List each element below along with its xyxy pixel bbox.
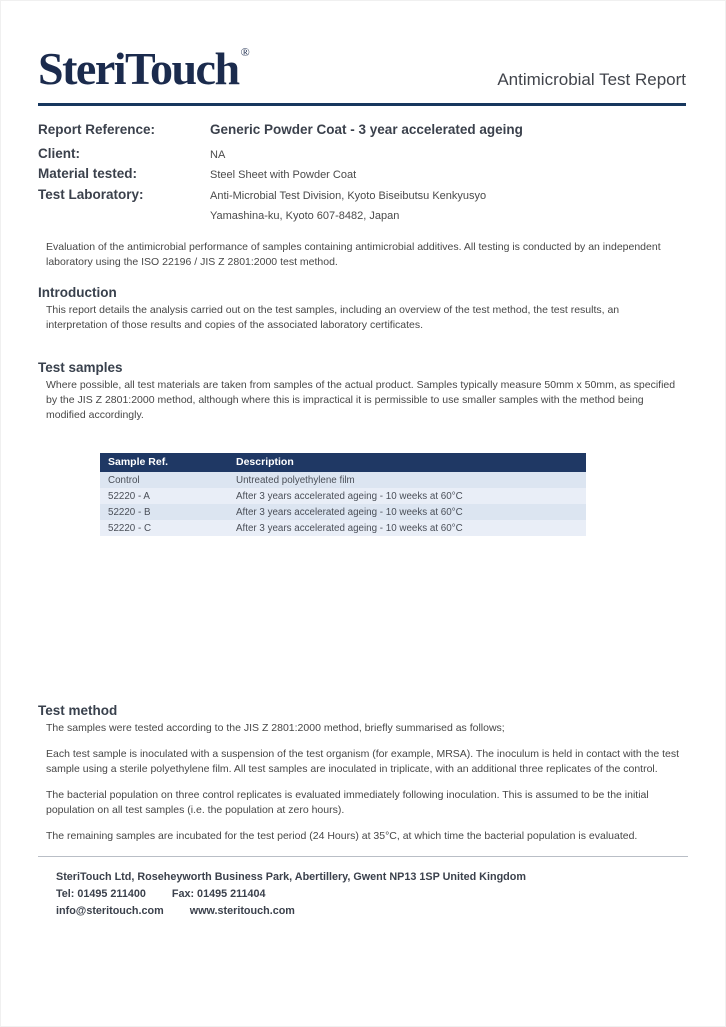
footer-address: SteriTouch Ltd, Roseheyworth Business Park, Abertillery, Gwent NP13 1SP United Kingdom <box>56 871 526 883</box>
description-header: Description <box>228 453 586 472</box>
sample-ref-header: Sample Ref. <box>100 453 228 472</box>
footer-website: www.steritouch.com <box>189 905 295 917</box>
table-row <box>100 472 586 488</box>
steritouch-logo <box>38 30 250 94</box>
test-method-heading: Test method <box>38 703 118 718</box>
test-laboratory-label: Test Laboratory: <box>38 187 144 202</box>
test-laboratory-row <box>38 186 686 226</box>
report-meta <box>38 122 686 226</box>
samples-table <box>100 453 586 536</box>
description-cell: After 3 years accelerated ageing - 10 weeks at 60°C <box>228 504 586 520</box>
test-method-paragraph-2: Each test sample is inoculated with a suspension of the test organism (for example, MRSA). The inoculum is held in contact with the test sample using a sterile polyethylene film. All test samples are inoculated in triplicate, with an additional three replicates of the control. <box>46 748 680 775</box>
footer-email: info@steritouch.com <box>56 905 164 917</box>
report-reference-label: Report Reference: <box>38 122 156 137</box>
client-label: Client: <box>38 146 80 161</box>
sample-ref-cell: 52220 - A <box>100 488 228 504</box>
footer-contact <box>56 903 688 920</box>
material-tested-value: Steel Sheet with Powder Coat <box>210 169 357 181</box>
test-samples-paragraph: Where possible, all test materials are taken from samples of the actual product. Samples typically measure 50mm x 50mm, as specified by the JIS Z 2801:2000 method, although where this is impractical it is permissible to use smaller samples with the method being modified accordingly. <box>46 379 676 421</box>
report-reference-value: Generic Powder Coat - 3 year accelerated ageing <box>210 122 523 137</box>
report-title: Antimicrobial Test Report <box>497 70 686 89</box>
table-row <box>100 520 586 536</box>
introduction-heading: Introduction <box>38 285 117 300</box>
description-cell: Untreated polyethylene film <box>228 472 586 488</box>
test-samples-heading: Test samples <box>38 360 123 375</box>
test-method-paragraph-3: The bacterial population on three control replicates is evaluated immediately following inoculation. This is assumed to be the initial population on all test samples (i.e. the population at zero hours). <box>46 789 649 816</box>
footer-tel: Tel: 01495 211400 <box>56 888 146 900</box>
test-method-paragraph-1: The samples were tested according to the JIS Z 2801:2000 method, briefly summarised as follows; <box>46 722 505 734</box>
header-divider <box>38 103 686 106</box>
introduction-paragraph: This report details the analysis carried out on the test samples, including an overview of the test method, the test results, an interpretation of those results and copies of the associated laboratory certificates. <box>46 304 620 331</box>
material-tested-row <box>38 166 686 182</box>
registered-trademark-icon: ® <box>240 45 250 59</box>
client-value: NA <box>210 149 226 161</box>
table-row <box>100 488 586 504</box>
sample-ref-cell: Control <box>100 472 228 488</box>
table-row <box>100 504 586 520</box>
description-cell: After 3 years accelerated ageing - 10 weeks at 60°C <box>228 488 586 504</box>
footer-fax: Fax: 01495 211404 <box>171 888 266 900</box>
test-laboratory-line-1: Anti-Microbial Test Division, Kyoto Biseibutsu Kenkyusyo <box>210 190 487 202</box>
sample-ref-cell: 52220 - B <box>100 504 228 520</box>
footer-phone-fax <box>56 886 688 903</box>
report-reference-row <box>38 122 686 138</box>
samples-table-header-row <box>100 453 586 472</box>
test-laboratory-value <box>210 186 486 226</box>
test-laboratory-line-2: Yamashina-ku, Kyoto 607-8482, Japan <box>210 210 400 222</box>
client-row <box>38 146 686 162</box>
material-tested-label: Material tested: <box>38 166 138 181</box>
logo-text: SteriTouch <box>38 43 239 94</box>
report-header <box>38 30 686 94</box>
description-cell: After 3 years accelerated ageing - 10 weeks at 60°C <box>228 520 586 536</box>
test-method-paragraph-4: The remaining samples are incubated for the test period (24 Hours) at 35°C, at which time the bacterial population is evaluated. <box>46 830 638 842</box>
sample-ref-cell: 52220 - C <box>100 520 228 536</box>
footer <box>38 856 688 920</box>
summary-note: Evaluation of the antimicrobial performance of samples containing antimicrobial additives. All testing is conducted by an independent laboratory using the ISO 22196 / JIS Z 2801:2000 test method. <box>46 241 661 268</box>
